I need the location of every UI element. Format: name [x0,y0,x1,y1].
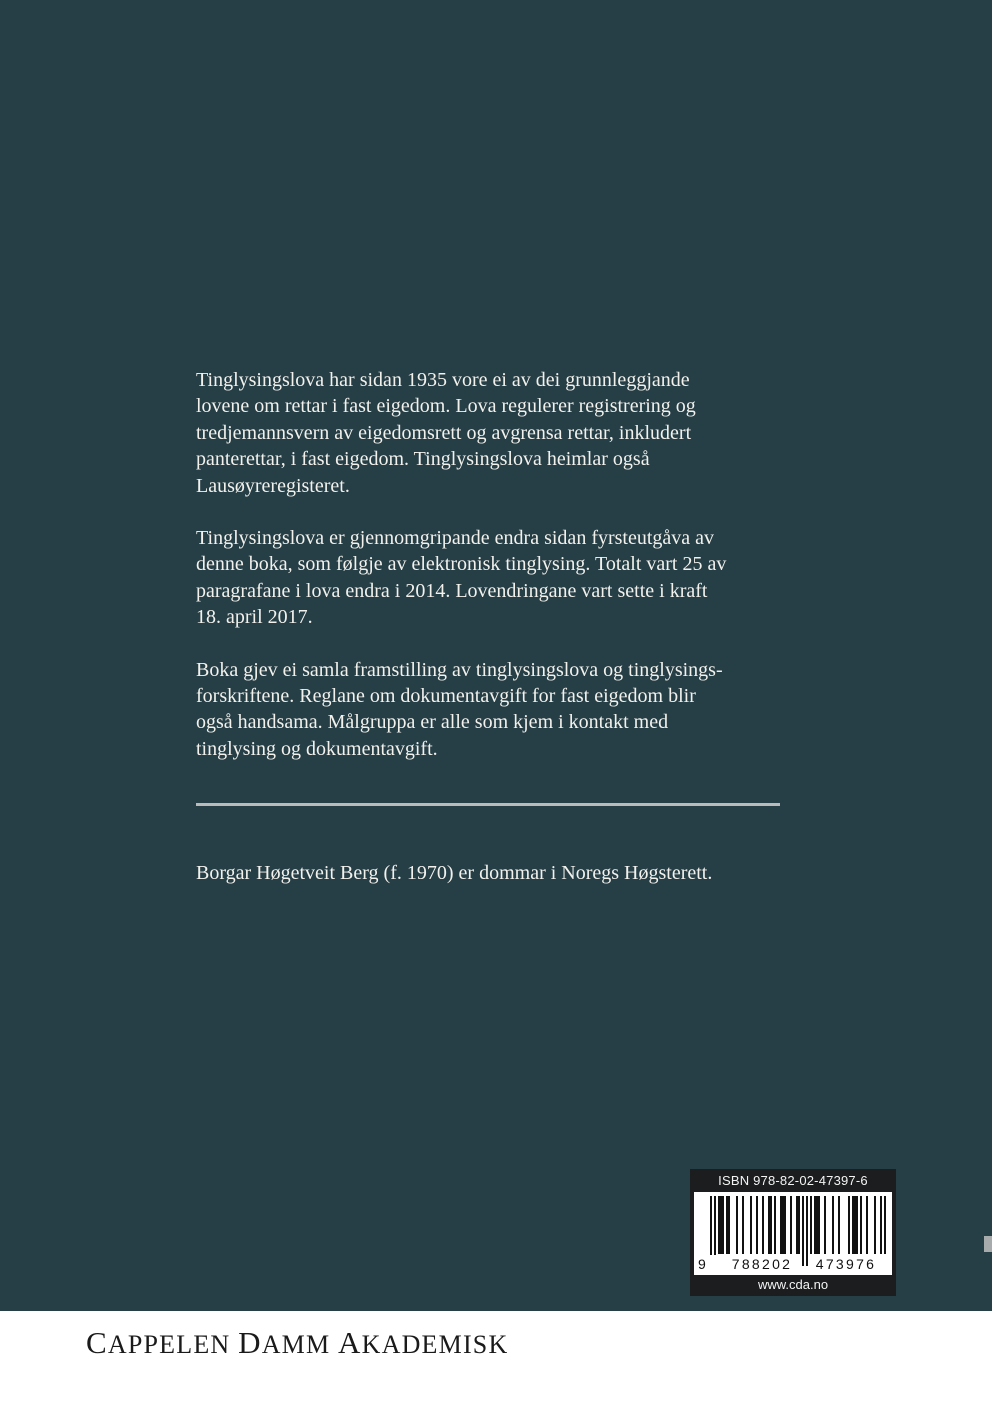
barcode-bar [782,1196,784,1254]
publisher-website: www.cda.no [757,1277,829,1292]
barcode-bar [838,1196,840,1254]
barcode-digits-right: 473976 [808,1255,884,1273]
barcode-bar [742,1196,744,1254]
barcode-bar [818,1196,820,1254]
barcode-bar [866,1196,868,1254]
barcode-bar [824,1196,826,1254]
barcode-bar [852,1196,854,1254]
publisher-logo [86,1327,508,1361]
divider-rule [196,803,780,806]
barcode-bar [774,1196,776,1254]
publisher-word-akademisk: KADEMISK [361,1330,509,1359]
barcode-bar [816,1196,818,1254]
barcode-bar [796,1196,798,1254]
barcode-digits-left: 788202 [724,1255,800,1273]
author-bio: Borgar Høgetveit Berg (f. 1970) er dommar i Noregs Høgsterett. [196,862,713,884]
barcode-bar [856,1196,858,1254]
barcode-bar [790,1196,792,1254]
isbn-label: ISBN 978-82-02-47397-6 [718,1173,868,1188]
barcode-bar [880,1196,882,1254]
barcode-bar [756,1196,758,1254]
barcode-bar [780,1196,782,1254]
barcode-bar [814,1196,816,1254]
barcode-bar [768,1196,770,1254]
barcode-digit-lead: 9 [698,1255,716,1273]
barcode-bar [718,1196,720,1254]
barcode-bar [798,1196,800,1254]
barcode-bar [884,1196,886,1254]
blurb-text [196,367,806,762]
publisher-initial-c: C [86,1325,108,1360]
barcode-bar [726,1196,728,1254]
barcode-bar [860,1196,862,1254]
publisher-word-damm: AMM [261,1330,339,1359]
barcode-bar [784,1196,786,1254]
barcode-bar [728,1196,730,1254]
edge-mark [984,1236,992,1252]
publisher-initial-d: D [238,1325,262,1360]
publisher-word-cappelen: APPELEN [107,1330,239,1359]
barcode-bar [832,1196,834,1254]
isbn-barcode-block [690,1169,896,1296]
publisher-initial-a: A [338,1325,362,1360]
barcode-digits [698,1255,888,1273]
barcode-bar [848,1196,850,1254]
barcode-bar [874,1196,876,1254]
barcode-bar [854,1196,856,1254]
barcode-bar [736,1196,738,1254]
barcode-bar [722,1196,724,1254]
blurb-paragraph-1: Tinglysingslova har sidan 1935 vore ei av dei grunnleggjande lovene om rettar i fast eigedom. Lova regulerer registrering og tredjemannsvern av eigedomsrett og avgrensa rettar, inkludert panterettar, i fast eigedom. Tinglysingslova heimlar også Lausøyreregisteret. [196,369,696,497]
barcode-bar [770,1196,772,1254]
blurb-paragraph-3: Boka gjev ei samla framstilling av tinglysingslova og tinglysings- forskriftene. Reglane om dokumentavgift for fast eigedom blir også handsama. Målgruppa er alle som kjem i kontakt med tinglysing og dokumentavgift. [196,658,723,760]
barcode-bar [762,1196,764,1254]
blurb-paragraph-2: Tinglysingslova er gjennomgripande endra sidan fyrsteutgåva av denne boka, som følgje av elektronisk tinglysing. Totalt vart 25 av paragrafane i lova endra i 2014. Lovendringane vart sette i kraft 18. april 2017. [196,527,727,629]
barcode-bar [810,1196,812,1254]
barcode-bar [720,1196,722,1254]
barcode [694,1192,892,1275]
barcode-bar [750,1196,752,1254]
